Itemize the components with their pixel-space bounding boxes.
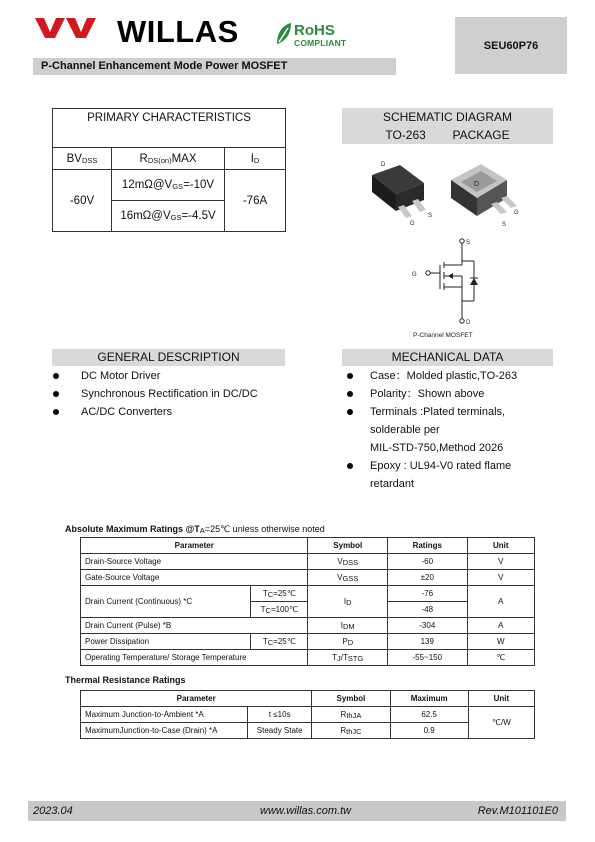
table-row: Operating Temperature/ Storage Temperature TJ/TSTG -55~150 ℃ xyxy=(81,650,535,666)
table-row: Drain-Source Voltage VDSS -60 V xyxy=(81,554,535,570)
svg-text:D: D xyxy=(381,162,386,168)
schematic-heading xyxy=(342,108,553,144)
table-row: Drain Current (Pulse) *B IDM -304 A xyxy=(81,618,535,634)
thermal-resistance-table xyxy=(80,690,535,739)
pin-d-label: D xyxy=(466,320,471,326)
general-description-list xyxy=(53,367,258,421)
to263-package-bottom-icon xyxy=(447,158,527,230)
list-item: Terminals :Plated terminals, solderable per MIL-STD-750,Method 2026 xyxy=(347,403,517,457)
table-row: MaximumJunction-to-Case (Drain) *A Steady State RthJC 0.9 xyxy=(81,723,535,739)
rdson-value-4v5: 16mΩ@VGS=-4.5V xyxy=(112,201,225,232)
rohs-label: RoHS xyxy=(294,22,335,39)
list-item: DC Motor Driver xyxy=(53,367,258,385)
part-number-box xyxy=(455,17,567,74)
document-subtitle: P-Channel Enhancement Mode Power MOSFET xyxy=(33,58,396,75)
table-row: Maximum Junction-to-Ambient *A t ≤10s RthJA 62.5 ℃/W xyxy=(81,707,535,723)
footer-website: www.willas.com.tw xyxy=(260,805,352,817)
rdson-value-10v: 12mΩ@VGS=-10V xyxy=(112,170,225,201)
pin-g-label: G xyxy=(412,272,417,278)
mechanical-data-list xyxy=(347,367,517,493)
rohs-compliant-label: COMPLIANT xyxy=(294,38,347,48)
mosfet-caption: P-Channel MOSFET xyxy=(413,332,473,339)
general-description-heading: GENERAL DESCRIPTION xyxy=(52,349,285,366)
page-footer xyxy=(28,801,566,821)
list-item: Polarity：Shown above xyxy=(347,385,517,403)
footer-date: 2023.04 xyxy=(33,805,73,817)
svg-text:S: S xyxy=(428,213,433,219)
col-bvdss-header: BVDSS xyxy=(53,148,112,170)
brand-name: WILLAS xyxy=(117,14,239,49)
list-item: AC/DC Converters xyxy=(53,403,258,421)
svg-text:S: S xyxy=(502,222,507,228)
absolute-maximum-ratings-table xyxy=(80,537,535,666)
package-label: TO-263 PACKAGE xyxy=(385,128,510,142)
willas-logo-icon xyxy=(35,18,97,38)
svg-text:D: D xyxy=(474,181,480,188)
primary-characteristics-table xyxy=(52,108,286,232)
col-rdson-header: RDS(on)MAX xyxy=(112,148,225,170)
to263-package-top-icon xyxy=(372,161,442,226)
table-row: Gate-Source Voltage VGSS ±20 V xyxy=(81,570,535,586)
table-header-row: Parameter Symbol Ratings Unit xyxy=(81,538,535,554)
ratings-title: Absolute Maximum Ratings @TA=25℃ unless otherwise noted xyxy=(65,524,325,535)
svg-text:G: G xyxy=(514,210,519,216)
pin-s-label: S xyxy=(466,240,471,246)
primary-characteristics-title: PRIMARY CHARACTERISTICS xyxy=(53,109,286,148)
id-value: -76A xyxy=(225,170,286,232)
table-row: TC=100℃ -48 xyxy=(81,602,535,618)
rohs-leaf-icon xyxy=(275,22,293,46)
list-item: Synchronous Rectification in DC/DC xyxy=(53,385,258,403)
footer-revision: Rev.M101101E0 xyxy=(477,805,558,817)
p-channel-mosfet-symbol-icon xyxy=(408,232,488,328)
thermal-title: Thermal Resistance Ratings xyxy=(65,675,186,685)
part-number: SEU60P76 xyxy=(483,39,539,52)
svg-text:G: G xyxy=(410,221,415,226)
mechanical-data-heading: MECHANICAL DATA xyxy=(342,349,553,366)
list-item: Epoxy : UL94-V0 rated flame retardant xyxy=(347,457,517,493)
table-row: Drain Current (Continuous) *C TC=25℃ ID -76 A xyxy=(81,586,535,602)
list-item: Case：Molded plastic,TO-263 xyxy=(347,367,517,385)
schematic-title: SCHEMATIC DIAGRAM xyxy=(382,110,513,124)
bvdss-value: -60V xyxy=(53,170,112,232)
col-id-header: ID xyxy=(225,148,286,170)
table-header-row: Parameter Symbol Maximum Unit xyxy=(81,691,535,707)
table-row: Power Dissipation TC=25℃ PD 139 W xyxy=(81,634,535,650)
